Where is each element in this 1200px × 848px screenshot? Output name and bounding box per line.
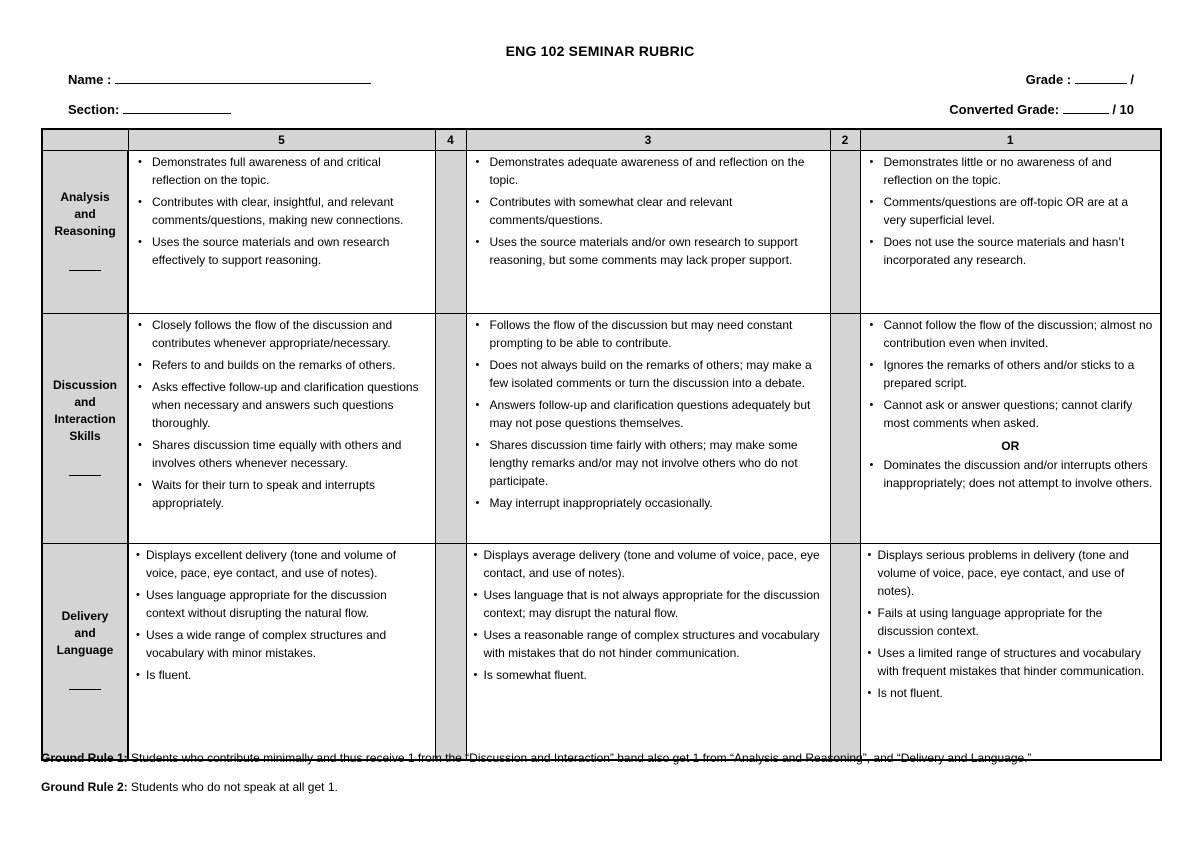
descriptor-list bbox=[861, 151, 1161, 277]
descriptor-item: • Asks effective follow-up and clarification questions when necessary and answers such questions thoroughly. bbox=[135, 378, 429, 432]
converted-grade-label: Converted Grade: bbox=[949, 102, 1060, 117]
descriptor-list bbox=[467, 314, 830, 520]
header-corner bbox=[42, 129, 128, 151]
descriptor-item: • Demonstrates adequate awareness of and reflection on the topic. bbox=[473, 153, 824, 189]
descriptor-list bbox=[129, 544, 435, 692]
score-blank-line[interactable] bbox=[69, 270, 101, 271]
descriptor-item: • Is not fluent. bbox=[867, 684, 1155, 702]
grade-field bbox=[1026, 71, 1134, 87]
grade-blank-line[interactable] bbox=[1075, 71, 1127, 84]
descriptor-list bbox=[861, 544, 1161, 710]
criterion-line: Skills bbox=[69, 428, 101, 443]
ground-rule-label: Ground Rule 1: bbox=[41, 751, 128, 765]
criterion-delivery-and-language bbox=[42, 544, 128, 760]
name-label: Name : bbox=[68, 72, 112, 87]
column-header-2: 2 bbox=[830, 129, 860, 151]
descriptor-item: • Does not use the source materials and hasn’t incorporated any research. bbox=[867, 233, 1155, 269]
descriptor-list bbox=[861, 456, 1161, 500]
descriptor-list bbox=[129, 314, 435, 520]
descriptor-item: • Uses language that is not always appropriate for the discussion context; may disrupt the natural flow. bbox=[473, 586, 824, 622]
descriptor-item: • Demonstrates full awareness of and critical reflection on the topic. bbox=[135, 153, 429, 189]
name-blank-line[interactable] bbox=[115, 71, 371, 84]
cell-score-4 bbox=[435, 151, 466, 314]
descriptor-list bbox=[129, 151, 435, 277]
criterion-line: and bbox=[74, 206, 96, 221]
descriptor-item: • Contributes with clear, insightful, and relevant comments/questions, making new connections. bbox=[135, 193, 429, 229]
descriptor-item: • Uses a reasonable range of complex structures and vocabulary with mistakes that do not hinder communication. bbox=[473, 626, 824, 662]
criterion-discussion-and-interaction-skills bbox=[42, 314, 128, 544]
cell-score-5 bbox=[128, 544, 435, 760]
descriptor-item: • Uses the source materials and own research effectively to support reasoning. bbox=[135, 233, 429, 269]
rubric-row-delivery bbox=[42, 544, 1161, 760]
criterion-line: and bbox=[74, 625, 96, 640]
section-label: Section: bbox=[68, 102, 120, 117]
cell-score-4 bbox=[435, 544, 466, 760]
score-blank-line[interactable] bbox=[69, 475, 101, 476]
name-field bbox=[68, 71, 371, 87]
descriptor-item: • Fails at using language appropriate for the discussion context. bbox=[867, 604, 1155, 640]
document-title: ENG 102 SEMINAR RUBRIC bbox=[505, 43, 695, 59]
column-header-4: 4 bbox=[435, 129, 466, 151]
descriptor-item: • Cannot follow the flow of the discussion; almost no contribution even when invited. bbox=[867, 316, 1155, 352]
descriptor-item: • Answers follow-up and clarification questions adequately but may not pose questions themselves. bbox=[473, 396, 824, 432]
score-blank-line[interactable] bbox=[69, 689, 101, 690]
descriptor-item: • Cannot ask or answer questions; cannot clarify most comments when asked. bbox=[867, 396, 1155, 432]
rubric-table bbox=[41, 128, 1162, 761]
descriptor-list bbox=[861, 314, 1161, 440]
descriptor-item: • Comments/questions are off-topic OR are at a very superficial level. bbox=[867, 193, 1155, 229]
descriptor-item: • Dominates the discussion and/or interrupts others inappropriately; does not attempt to involve others. bbox=[867, 456, 1155, 492]
converted-grade-field bbox=[949, 101, 1134, 117]
cell-score-3 bbox=[466, 544, 830, 760]
converted-grade-blank-line[interactable] bbox=[1063, 101, 1109, 114]
descriptor-item: • Shares discussion time fairly with others; may make some lengthy remarks and/or may not involve others who do not participate. bbox=[473, 436, 824, 490]
cell-score-2 bbox=[830, 544, 860, 760]
section-blank-line[interactable] bbox=[123, 101, 231, 114]
descriptor-item: • May interrupt inappropriately occasionally. bbox=[473, 494, 824, 512]
descriptor-item: • Follows the flow of the discussion but may need constant prompting to be able to contribute. bbox=[473, 316, 824, 352]
descriptor-item: • Uses the source materials and/or own research to support reasoning, but some comments may lack proper support. bbox=[473, 233, 824, 269]
descriptor-item: • Waits for their turn to speak and interrupts appropriately. bbox=[135, 476, 429, 512]
descriptor-item: • Does not always build on the remarks of others; may make a few isolated comments or turn the discussion into a debate. bbox=[473, 356, 824, 392]
cell-score-1 bbox=[860, 544, 1161, 760]
converted-grade-suffix: / 10 bbox=[1112, 102, 1134, 117]
rubric-row-discussion bbox=[42, 314, 1161, 544]
criterion-line: and bbox=[74, 394, 96, 409]
cell-score-2 bbox=[830, 314, 860, 544]
descriptor-item: • Refers to and builds on the remarks of others. bbox=[135, 356, 429, 374]
criterion-line: Delivery bbox=[61, 608, 109, 623]
column-header-3: 3 bbox=[466, 129, 830, 151]
descriptor-item: • Uses a wide range of complex structures and vocabulary with minor mistakes. bbox=[135, 626, 429, 662]
descriptor-item: • Displays serious problems in delivery (tone and volume of voice, pace, eye contact, and use of notes). bbox=[867, 546, 1155, 600]
ground-rule-1 bbox=[41, 751, 1032, 765]
cell-score-3 bbox=[466, 151, 830, 314]
cell-score-2 bbox=[830, 151, 860, 314]
cell-score-1 bbox=[860, 314, 1161, 544]
descriptor-item: • Uses a limited range of structures and vocabulary with frequent mistakes that hinder communication. bbox=[867, 644, 1155, 680]
criterion-line: Reasoning bbox=[54, 223, 116, 238]
descriptor-item: • Shares discussion time equally with others and involves others whenever necessary. bbox=[135, 436, 429, 472]
grade-suffix: / bbox=[1130, 72, 1134, 87]
cell-score-3 bbox=[466, 314, 830, 544]
or-separator: OR bbox=[1001, 439, 1020, 453]
descriptor-item: • Closely follows the flow of the discussion and contributes whenever appropriate/necessary. bbox=[135, 316, 429, 352]
criterion-line: Discussion bbox=[52, 377, 118, 392]
ground-rule-text: Students who do not speak at all get 1. bbox=[131, 780, 338, 794]
column-header-5: 5 bbox=[128, 129, 435, 151]
column-header-1: 1 bbox=[860, 129, 1161, 151]
cell-score-5 bbox=[128, 151, 435, 314]
rubric-row-analysis bbox=[42, 151, 1161, 314]
descriptor-item: • Displays excellent delivery (tone and volume of voice, pace, eye contact, and use of notes). bbox=[135, 546, 429, 582]
descriptor-item: • Demonstrates little or no awareness of and reflection on the topic. bbox=[867, 153, 1155, 189]
descriptor-list bbox=[467, 151, 830, 277]
section-field bbox=[68, 101, 231, 117]
descriptor-item: • Uses language appropriate for the discussion context without disrupting the natural flow. bbox=[135, 586, 429, 622]
descriptor-item: • Displays average delivery (tone and volume of voice, pace, eye contact, and use of notes). bbox=[473, 546, 824, 582]
descriptor-item: • Contributes with somewhat clear and relevant comments/questions. bbox=[473, 193, 824, 229]
cell-score-1 bbox=[860, 151, 1161, 314]
descriptor-item: • Is fluent. bbox=[135, 666, 429, 684]
ground-rule-text: Students who contribute minimally and thus receive 1 from the “Discussion and Interaction” band also get 1 from “Analysis and Reasoning”, and “Delivery and Language.” bbox=[131, 751, 1032, 765]
criterion-line: Analysis bbox=[60, 189, 110, 204]
criterion-line: Interaction bbox=[54, 411, 116, 426]
cell-score-4 bbox=[435, 314, 466, 544]
cell-score-5 bbox=[128, 314, 435, 544]
descriptor-item: • Ignores the remarks of others and/or sticks to a prepared script. bbox=[867, 356, 1155, 392]
descriptor-list bbox=[467, 544, 830, 692]
ground-rule-2 bbox=[41, 780, 338, 794]
descriptor-item: • Is somewhat fluent. bbox=[473, 666, 824, 684]
criterion-line: Language bbox=[56, 642, 114, 657]
grade-label: Grade : bbox=[1025, 72, 1072, 87]
ground-rule-label: Ground Rule 2: bbox=[41, 780, 128, 794]
criterion-analysis-and-reasoning bbox=[42, 151, 128, 314]
